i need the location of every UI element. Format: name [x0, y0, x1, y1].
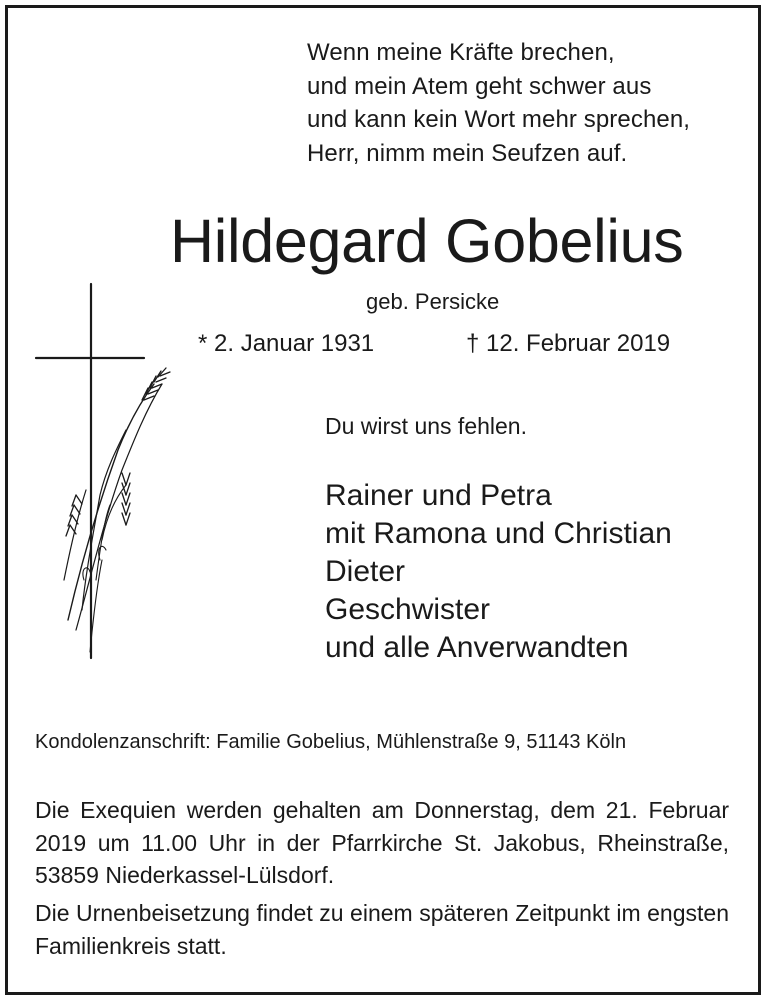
deceased-name: Hildegard Gobelius	[170, 207, 684, 275]
mourner-line: Dieter	[325, 555, 406, 588]
death-date: † 12. Februar 2019	[466, 330, 671, 357]
farewell-message: Du wirst uns fehlen.	[325, 413, 527, 439]
birth-name: geb. Persicke	[366, 289, 500, 314]
mourner-line: mit Ramona und Christian	[325, 517, 672, 550]
mourner-line: und alle Anverwandten	[325, 631, 629, 664]
condolence-address: Kondolenzanschrift: Familie Gobelius, Mühlenstraße 9, 51143 Köln	[35, 731, 627, 753]
poem-line: Herr, nimm mein Seufzen auf.	[307, 139, 628, 167]
cross-with-wheat-icon	[30, 280, 180, 665]
birth-date: * 2. Januar 1931	[198, 330, 375, 357]
poem-line: und mein Atem geht schwer aus	[307, 72, 652, 100]
urn-notice: Die Urnenbeisetzung findet zu einem späteren Zeitpunkt im engsten Familienkreis statt.	[35, 900, 729, 959]
poem-line: Wenn meine Kräfte brechen,	[307, 39, 615, 66]
funeral-notice: Die Exequien werden gehalten am Donnerstag, dem 21. Februar 2019 um 11.00 Uhr in der Pfarrkirche St. Jakobus, Rheinstraße, 53859 Niederkassel-Lülsdorf.	[35, 797, 729, 888]
poem	[307, 36, 690, 170]
poem-line: und kann kein Wort mehr sprechen,	[307, 106, 691, 133]
mourners-list	[325, 477, 672, 667]
mourner-line: Rainer und Petra	[325, 479, 552, 512]
mourner-line: Geschwister	[325, 593, 491, 626]
